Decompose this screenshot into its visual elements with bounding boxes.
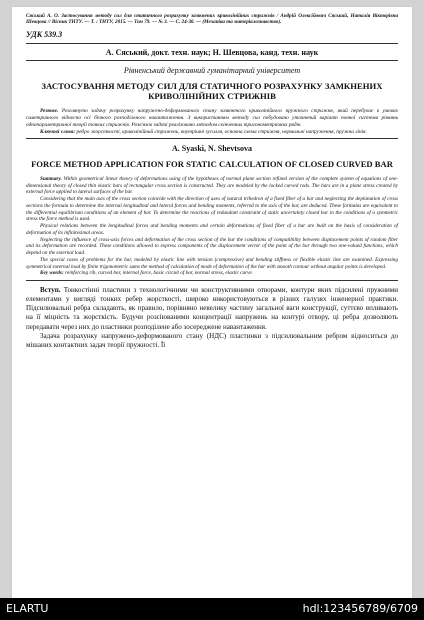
keywords-ukrainian-text: ребро жорсткості, криволінійний стрижень, внутрішні зусилля, основна схема стрижня, нормальні напруження, пружна лінія. xyxy=(76,128,367,135)
viewer-footer-bar xyxy=(0,598,424,620)
abstract-ukrainian-label: Резюме. xyxy=(40,107,59,114)
authors-english: A. Syaski, N. Shevtsova xyxy=(171,144,252,154)
keywords-english-text: reinforcing rib, curved bar, internal force, basic circuit of bar, normal stress, elastic curve. xyxy=(65,270,254,277)
introduction-paragraph: Вступ. Тонкостінні пластини з технологічними чи конструктивними отворами, контури яких підсилені пружними елементами у вигляді тонких ребер жорсткості, широко використовуються в різних галузях інженерної практики. Підсилювальні ребра складають, як правило, порівняно невелику частину загальної ваги конструкції, суттєво впливають на її міцність та жорсткість. Будучи розсіюваними концентрації напружень на контурі отвору, ці ребра дозволяють передавати через них до пластинки розподілене або зосереджене навантаження. xyxy=(26,286,398,331)
authors-ukrainian: А. Сяський, докт. техн. наук; Н. Шевцова, канд. техн. наук xyxy=(26,43,398,61)
affiliation: Рівненський державний гуманітарний університет xyxy=(123,65,301,75)
keywords-english xyxy=(26,270,398,277)
abstract-english-label: Summary. xyxy=(40,175,62,182)
abstract-english-paragraph: Physical relations between the longitudinal forces and bending moments and certain deformations of fixed fiber of a bar are built on the basis of consideration of deformation of its infinitesimal areas. xyxy=(26,223,398,236)
introduction-paragraph: Задача розрахунку напружено-деформованого стану (НДС) пластинки з підсилювальним ребром відноситься до мішаних контактних задач теорії пружності. Її xyxy=(26,331,398,349)
document-page xyxy=(12,7,412,598)
abstract-english-paragraph: Considering that the main axis of the cross section coincide with the direction of axes of natural trihedron of a fixed fiber of a bar and neglecting the deplanation of cross sections the formula to determine the internal longitudinal and lateral forces and bending moments, referred to the axis of the bar, are deduced. These formulas are equivalent to the differential equilibrium conditions of an element of bar. To determine the reactions of redundant constraint of static uncertainty closed bar in the conditions of a symmetric stress the force method is used. xyxy=(26,196,398,223)
divider xyxy=(26,280,398,281)
abstract-english xyxy=(26,176,398,277)
introduction-label: Вступ. xyxy=(40,286,61,295)
keywords-ukrainian xyxy=(26,129,398,136)
abstract-english-paragraph: Neglecting the influence of cross-axis forces and deformation of the cross section of the bar the conditions of compatibility between displacement points of random fiber and its deformation are recorded. These conditions allowed to express components of the displacement vector of the point of the bar through two one-valued functions, which depend on the external load. xyxy=(26,236,398,257)
keywords-english-label: Key words: xyxy=(40,270,64,277)
abstract-english-paragraph: Summary. Within geometrical linear theory of deformations using of the hypotheses of normal plane section refined version of the complete system of equations of one-dimensional theory of closed thin elastic bars of rectangular cross section is constructed. They are modeled by the locked curved rods. The bars are in a plane stress created by external force applied to lateral surfaces of the bar. xyxy=(26,175,399,196)
title-ukrainian: ЗАСТОСУВАННЯ МЕТОДУ СИЛ ДЛЯ СТАТИЧНОГО РОЗРАХУНКУ ЗАМКНЕНИХ КРИВОЛІНІЙНИХ СТРИЖНІВ xyxy=(41,80,383,102)
page-content xyxy=(12,7,412,350)
divider xyxy=(26,138,398,139)
abstract-ukrainian-text: Розглянуто задачу розрахунку напружено-деформованого стану замкненого криволінійного пружного стрижня, який перебуває в умовах симетричного відносно осі бічного розподіленого навантаження. З використанням методу сил побудовано уточнений варіант повної системи рівнянь однопараметричної теорії тонких стрижнів. Розв'язок задачі реалізовано методом скінченних тригонометричних рядів. xyxy=(26,107,399,128)
introduction xyxy=(26,286,398,350)
title-english: FORCE METHOD APPLICATION FOR STATIC CALCULATION OF CLOSED CURVED BAR xyxy=(31,159,393,170)
udc-code: УДК 539.3 xyxy=(26,29,63,39)
handle-identifier: hdl:123456789/6709 xyxy=(302,602,418,615)
citation: Сяський А. О. Застосування методу сил для статичного розрахунку замкнених криволінійних стрижнів / Андрій Олексійович Сяський, Наталія Вікторівна Шевцова // Вісник ТНТУ. — Т. : ТНТУ, 2015. — Том 79. — № 3. — С. 24-30. — (Механіка та матеріалознавство). xyxy=(26,13,398,26)
keywords-ukrainian-label: Ключові слова: xyxy=(40,128,76,135)
abstract-english-paragraph: The special cases of problems for the bar, modeled by elastic line with tension (compressive) and bending stiffness or flexible elastic line are examined. Expressing symmetrical external load by finite trigonometric sums the method of calculation of mode of deformation of the bar with smooth contour without angular points is developed. xyxy=(26,256,398,270)
abstract-ukrainian xyxy=(26,108,398,129)
repository-name: ELARTU xyxy=(6,602,49,615)
